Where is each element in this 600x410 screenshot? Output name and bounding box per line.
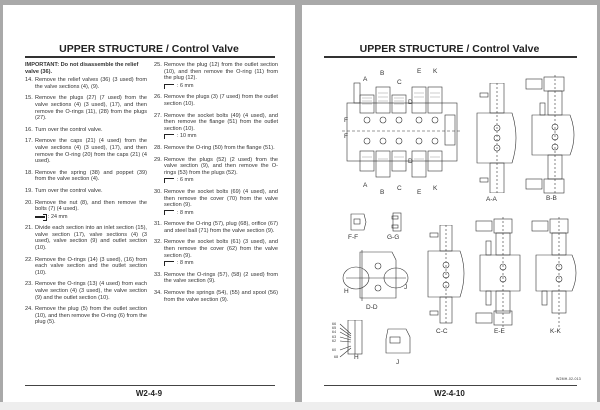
instruction-step <box>154 290 278 303</box>
tool-spec <box>164 260 278 267</box>
important-label: IMPORTANT: <box>25 62 60 68</box>
instructions-column-1 <box>25 62 147 331</box>
figure-code: W2MH-02-013 <box>556 377 581 381</box>
step-text: Remove the O-rings (14) (3 used), (16) from each valve section and the outlet section (10). <box>35 256 147 276</box>
label-e-e: E-E <box>494 328 505 335</box>
page-title: UPPER STRUCTURE / Control Valve <box>59 43 239 55</box>
instruction-step <box>25 257 147 277</box>
section-marker-k-bottom: K <box>433 185 438 192</box>
section-b-b-drawing <box>524 75 584 195</box>
step-number: 31. <box>154 221 162 228</box>
section-g-g-drawing <box>387 212 409 232</box>
step-number: 16. <box>25 126 33 133</box>
step-number: 30. <box>154 188 162 195</box>
step-text: Remove the O-rings (13) (4 used) from each valve section (4) (3 used), the valve section (9) and the outlet section (10). <box>35 281 147 301</box>
label-h: H <box>354 354 359 361</box>
callout-64: 64 <box>332 330 337 334</box>
tool-size: : 8 mm <box>177 260 194 267</box>
step-number: 19. <box>25 187 33 194</box>
hex-wrench-icon <box>164 210 174 215</box>
section-marker-f-2: F <box>344 133 348 140</box>
step-text: Remove the springs (54), (55) and spool (56) from the valve section (9). <box>164 290 278 303</box>
left-page <box>3 5 295 405</box>
step-number: 32. <box>154 239 162 246</box>
section-marker-e-bottom: E <box>417 189 422 196</box>
callout-68: 68 <box>334 355 339 359</box>
step-text: Remove the relief valves (36) (3 used) from the valve sections (4), (9). <box>35 77 147 90</box>
step-number: 29. <box>154 156 162 163</box>
detail-view-h <box>332 320 372 375</box>
instruction-step <box>154 157 278 184</box>
step-text: Remove the plugs (27) (7 used) from the valve sections (4) (3 used), (17), and then remove the O-rings (11), (28) from the plugs (27). <box>35 95 147 122</box>
step-text: Remove the O-ring (50) from the flange (51). <box>164 144 275 151</box>
instruction-step <box>25 306 147 326</box>
title-rule <box>25 56 275 58</box>
step-text: Divide each section into an inlet section (15), valve section (17), valve sections (4) (3 used), valve section (9) and outlet section (10). <box>35 225 147 252</box>
callout-66: 66 <box>332 322 337 326</box>
instruction-step <box>25 281 147 301</box>
instruction-step <box>25 127 147 134</box>
section-marker-d-2: D <box>408 158 413 165</box>
section-view-f-f <box>348 212 370 242</box>
label-d-d: D-D <box>366 304 378 311</box>
section-marker-b-top: B <box>380 70 385 77</box>
step-text: Remove the spring (38) and poppet (39) from the valve section (4). <box>35 169 147 183</box>
section-c-c-drawing <box>424 225 469 325</box>
instruction-step <box>25 225 147 251</box>
section-view-a-a <box>472 83 522 208</box>
label-a-a: A-A <box>486 196 497 203</box>
step-text: Remove the O-ring (57), plug (68), orifice (67) and steel ball (71) from the valve section (9). <box>164 221 278 234</box>
section-view-k-k <box>530 217 585 340</box>
section-marker-a-top: A <box>363 76 368 83</box>
footer-rule <box>324 385 577 386</box>
step-number: 27. <box>154 112 162 119</box>
tool-size: : 6 mm <box>177 177 194 184</box>
page-number: W2-4-10 <box>434 389 465 398</box>
section-marker-d-1: D <box>408 99 413 106</box>
instruction-step <box>154 145 278 152</box>
step-number: 22. <box>25 256 33 263</box>
detail-marker-j: J <box>404 284 408 291</box>
wrench-icon <box>35 216 45 218</box>
label-k-k: K-K <box>550 328 561 335</box>
valve-assembly-drawing <box>342 65 462 200</box>
section-view-e-e <box>474 217 529 340</box>
section-f-f-drawing <box>348 212 370 232</box>
step-number: 26. <box>154 94 162 101</box>
label-g-g: G-G <box>387 234 400 241</box>
callout-60: 60 <box>332 348 337 352</box>
section-a-a-drawing <box>472 83 522 193</box>
label-f-f: F-F <box>348 234 359 241</box>
section-marker-b-bottom: B <box>380 189 385 196</box>
section-marker-c-bottom: C <box>397 185 402 192</box>
step-number: 33. <box>154 271 162 278</box>
step-text: Remove the socket bolts (61) (3 used), and then remove the cover (62) from the valve section (9). <box>164 239 278 259</box>
step-number: 15. <box>25 95 33 102</box>
step-number: 14. <box>25 77 33 84</box>
instruction-step <box>154 272 278 285</box>
step-text: Remove the plug (12) from the outlet section (10), and then remove the O-ring (11) from the plug (12). <box>164 62 278 82</box>
step-text: Remove the plugs (3) (7 used) from the outlet section (10). <box>164 94 278 107</box>
section-marker-k-top: K <box>433 68 438 75</box>
instruction-step <box>154 189 278 216</box>
hex-wrench-icon <box>164 178 174 183</box>
step-text: Remove the caps (21) (4 used) from the valve sections (4) (3 used), (17), and then remove the O-ring (20) from the caps (21) (4 used). <box>35 138 147 165</box>
step-number: 21. <box>25 225 33 232</box>
control-valve-main-view <box>342 65 462 200</box>
instruction-step <box>25 200 147 221</box>
hex-wrench-icon <box>164 84 174 89</box>
section-view-c-c <box>424 225 469 340</box>
step-number: 25. <box>154 62 162 68</box>
instruction-step <box>154 113 278 140</box>
label-c-c: C-C <box>436 328 448 335</box>
section-view-d-d <box>342 248 412 313</box>
step-number: 17. <box>25 138 33 145</box>
step-number: 18. <box>25 169 33 176</box>
step-text: Remove the socket bolts (49) (4 used), and then remove the flange (51) from the outlet section (10). <box>164 112 278 132</box>
callout-62: 62 <box>332 339 337 343</box>
section-k-k-drawing <box>530 217 585 327</box>
step-number: 28. <box>154 144 162 151</box>
section-marker-a-bottom: A <box>363 182 368 189</box>
step-number: 20. <box>25 199 33 206</box>
tool-size: : 6 mm <box>177 82 194 89</box>
instruction-step <box>154 62 278 89</box>
label-j: J <box>396 359 400 366</box>
step-number: 23. <box>25 281 33 288</box>
step-text: Remove the plugs (52) (2 used) from the valve section (9), and then remove the O-rings (53) from the plugs (52). <box>164 156 278 176</box>
step-text: Turn over the control valve. <box>35 126 103 133</box>
instructions-column-2 <box>154 62 278 308</box>
instruction-step <box>25 170 147 183</box>
section-marker-c-top: C <box>397 79 402 86</box>
instruction-step <box>154 221 278 234</box>
step-text: Remove the nut (8), and then remove the bolts (7) (4 used). <box>35 199 147 213</box>
callout-63: 63 <box>332 335 337 339</box>
viewer-bottom-bar <box>0 402 600 410</box>
section-marker-f-1: F <box>344 117 348 124</box>
section-view-b-b <box>524 75 584 207</box>
detail-j-drawing <box>382 327 412 357</box>
step-text: Remove the plug (5) from the outlet section (10), and then remove the O-ring (6) from the plug (5). <box>35 306 147 326</box>
label-b-b: B-B <box>546 195 557 202</box>
important-note <box>25 62 147 75</box>
instruction-step <box>25 138 147 164</box>
tool-spec <box>35 214 147 221</box>
callout-65: 65 <box>332 326 337 330</box>
title-rule <box>324 56 577 58</box>
instruction-step <box>25 95 147 121</box>
step-text: Remove the O-rings (57), (58) (2 used) from the valve section (9). <box>164 271 278 285</box>
step-text: Turn over the control valve. <box>35 187 103 194</box>
tool-spec <box>164 83 278 90</box>
instruction-step <box>154 94 278 107</box>
page-number: W2-4-9 <box>135 389 163 398</box>
instruction-step <box>25 188 147 195</box>
detail-h-drawing <box>332 320 372 360</box>
detail-marker-h: H <box>344 288 349 295</box>
detail-view-j <box>382 327 412 372</box>
tool-size: : 8 mm <box>177 209 194 216</box>
hex-wrench-icon <box>164 134 174 139</box>
instruction-step <box>154 239 278 266</box>
instruction-step <box>25 77 147 90</box>
section-d-d-drawing <box>342 248 412 303</box>
footer-rule <box>25 385 275 386</box>
tool-spec <box>164 133 278 140</box>
step-number: 24. <box>25 306 33 313</box>
section-e-e-drawing <box>474 217 529 327</box>
important-text: Do not disassemble the relief valve (36). <box>25 62 139 75</box>
step-number: 34. <box>154 290 162 297</box>
step-text: Remove the socket bolts (69) (4 used), and then remove the cover (70) from the valve section (9). <box>164 188 278 209</box>
tool-size: : 10 mm <box>177 133 197 140</box>
tool-size: : 24 mm <box>48 213 68 220</box>
section-view-g-g <box>387 212 409 242</box>
section-marker-e-top: E <box>417 68 422 75</box>
hex-wrench-icon <box>164 261 174 266</box>
tool-spec <box>164 177 278 184</box>
right-page <box>302 5 597 405</box>
tool-spec <box>164 210 278 217</box>
page-title: UPPER STRUCTURE / Control Valve <box>359 43 540 55</box>
